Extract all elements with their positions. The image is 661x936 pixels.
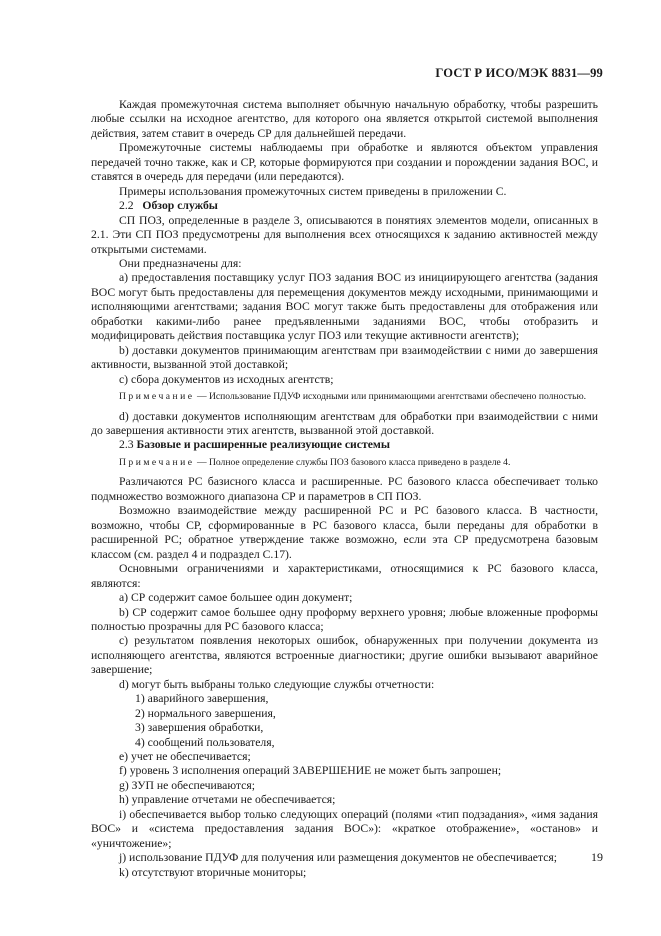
list-item: g) ЗУП не обеспечиваются; [119, 778, 255, 792]
list-item: а) предоставления поставщику услуг ПОЗ задания ВОС из инициирующего агентства (задания ВОС могут быть предоставлены для перемещения документов между исходными, принимающими и исполняющими агентствами; задания ВОС могут также быть предоставлены для отображения или обработки какими-либо ранее предъявленными заданиями ВОС, чтобы отобразить и модифицировать действия поставщика услуг ПОЗ или текущие активности агентств); [91, 271, 598, 343]
list-item: d) могут быть выбраны только следующие службы отчетности: [119, 677, 435, 691]
sublist [91, 692, 598, 750]
note-label: Примечание [119, 391, 195, 403]
note-text: — Полное определение службы ПОЗ базового класса приведено в разделе 4. [194, 456, 511, 468]
page-number: 19 [591, 850, 603, 864]
note [91, 391, 598, 404]
page-header: ГОСТ Р ИСО/МЭК 8831—99 [435, 66, 603, 80]
paragraph: Различаются РС базисного класса и расширенные. РС базового класса обеспечивает только подмножество возможного диапазона СР и параметров в СП ПОЗ. [91, 475, 598, 503]
paragraph: Возможно взаимодействие между расширенной РС и РС базового класса. В частности, возможно, чтобы СР, сформированные в РС базового класса, были переданы для обработки в расширенной РС; обратное утверждение также возможно, если эта СР предусмотрена базовым классом (см. раздел 4 и подраздел С.17). [91, 504, 598, 561]
paragraph: Промежуточные системы наблюдаемы при обработке и являются объектом управления передачей точно также, как и СР, которые формируются при создании и порождении задания ВОС, и ставятся в очередь для передачи (или передаются). [91, 141, 598, 184]
section-number: 2.2 [119, 199, 134, 213]
list-item: i) обеспечивается выбор только следующих операций (полями «тип подзадания», «имя задания ВОС» и «система предоставления задания ВОС»): «краткое отображение», «останов» и «уничтожение»; [91, 807, 598, 850]
list-item: d) доставки документов исполняющим агентствам для обработки при взаимодействии с ними до завершения активности этих агентств, вызванной этой доставкой. [91, 409, 598, 438]
note-label: Примечание [119, 456, 195, 468]
list-item: h) управление отчетами не обеспечивается; [119, 793, 336, 807]
section-heading-2-2 [91, 199, 598, 213]
paragraph: Основными ограничениями и характеристиками, относящимися к РС базового класса, являются: [91, 562, 598, 590]
note-text: — Использование ПДУФ исходными или принимающими агентствами обеспечено полностью. [194, 391, 587, 403]
paragraph: Каждая промежуточная система выполняет обычную начальную обработку, чтобы разрешить любые ссылки на исходное агентство, для которого она является открытой системой выполнения действия, затем ставит в очередь СР для дальнейшей передачи. [91, 98, 598, 140]
list-item: b) доставки документов принимающим агентствам при взаимодействии с ними до завершения активности, вызванной этой доставкой; [91, 343, 598, 372]
list-item: с) сбора документов из исходных агентств; [119, 372, 334, 386]
sublist-item: 2) нормального завершения, [135, 706, 276, 720]
paragraph: Примеры использования промежуточных систем приведены в приложении С. [119, 184, 507, 198]
list-item: f) уровень 3 исполнения операций ЗАВЕРШЕНИЕ не может быть запрошен; [119, 764, 502, 778]
list-item: k) отсутствуют вторичные мониторы; [119, 865, 307, 879]
sublist-item: 1) аварийного завершения, [135, 692, 269, 706]
note [91, 457, 598, 470]
sublist-item: 3) завершения обработки, [135, 721, 264, 735]
list-item: е) учет не обеспечивается; [119, 750, 251, 764]
page-body [91, 98, 598, 880]
paragraph: Они предназначены для: [119, 256, 242, 270]
list-item: b) СР содержит самое большее одну проформу верхнего уровня; любые вложенные проформы полностью прозрачны для РС базового класса; [91, 605, 598, 633]
section-title: Базовые и расширенные реализующие системы [136, 438, 390, 452]
section-heading-2-3 [91, 438, 598, 452]
sublist-item: 4) сообщений пользователя, [135, 735, 275, 749]
list-item: с) результатом появления некоторых ошибок, обнаруженных при получении документа из исполняющего агентства, являются встроенные диагностики; другие ошибки вызывают аварийное завершение; [91, 634, 598, 677]
list-item: а) СР содержит самое большее один документ; [119, 591, 353, 605]
list-item: j) использование ПДУФ для получения или размещения документов не обеспечивается; [119, 851, 557, 865]
paragraph: СП ПОЗ, определенные в разделе 3, описываются в понятиях элементов модели, описанных в 2.1. Эти СП ПОЗ предусмотрены для выполнения всех относящихся к заданию активностей между открытыми системами. [91, 213, 598, 256]
section-number: 2.3 [119, 438, 134, 452]
section-title: Обзор службы [142, 199, 218, 213]
